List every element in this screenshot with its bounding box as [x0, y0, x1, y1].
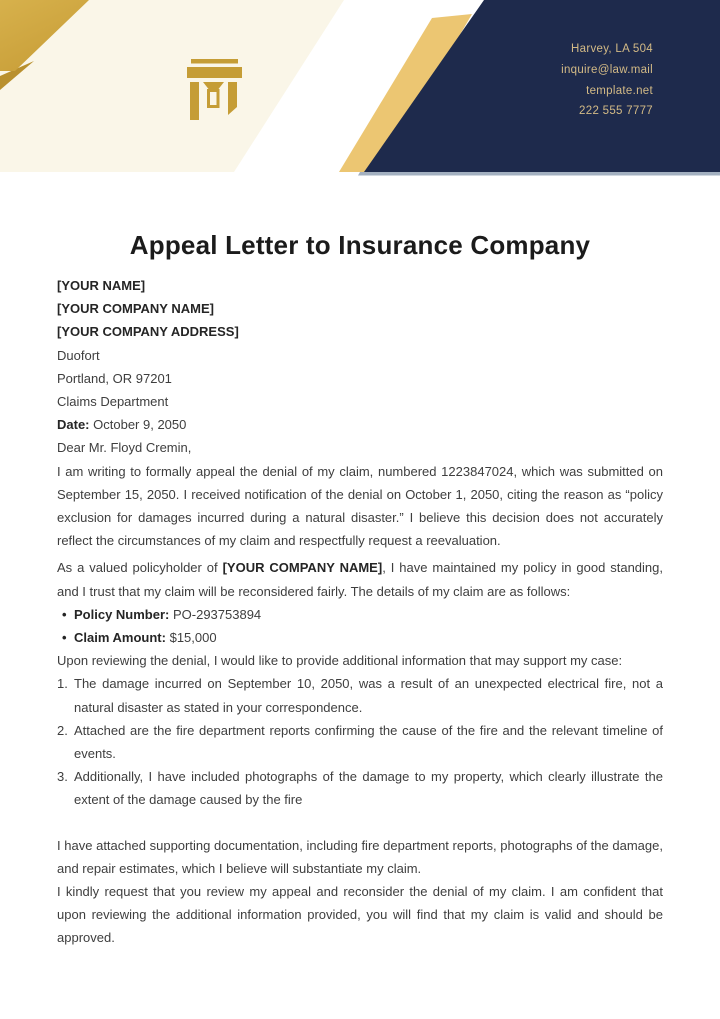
placeholder-company-address: [YOUR COMPANY ADDRESS] [57, 324, 239, 340]
policy-number-line [74, 603, 261, 626]
bullet-marker: • [62, 606, 67, 622]
claim-details-list [57, 603, 663, 649]
list-item [57, 603, 663, 626]
list-number: 2. [57, 722, 68, 738]
contact-phone: 222 555 7777 [579, 105, 653, 118]
date-value: October 9, 2050 [93, 417, 187, 433]
policy-number-label: Policy Number: [74, 606, 170, 622]
paragraph-policyholder-placeholder: [YOUR COMPANY NAME] [222, 560, 383, 576]
list-item [57, 626, 663, 649]
numbered-point-text: The damage incurred on September 10, 2050, was a result of an unexpected electrical fire, not a natural disaster as stated in your correspondence. [74, 676, 663, 715]
claim-amount-label: Claim Amount: [74, 630, 166, 646]
list-number: 1. [57, 676, 68, 692]
letter-body [0, 230, 720, 950]
list-item [57, 719, 663, 765]
recipient-block [57, 274, 663, 460]
contact-address: Harvey, LA 504 [571, 43, 653, 55]
list-number: 3. [57, 769, 68, 785]
paragraph-appeal-intro: I am writing to formally appeal the denial of my claim, numbered 1223847024, which was submitted on September 15, 2050. I received notification of the denial on October 1, 2050, citing the reason as “policy exclusion for damages incurred during a natural disaster.” I believe this decision does not accurately reflect the circumstances of my claim and respectfully request a reevaluation. [57, 463, 663, 549]
placeholder-your-name: [YOUR NAME] [57, 278, 146, 293]
numbered-points-list [57, 672, 663, 811]
date-label: Date: [57, 417, 90, 433]
policy-number-value: PO-293753894 [172, 606, 262, 622]
pillar-logo-icon [187, 59, 242, 120]
page-title: Appeal Letter to Insurance Company [129, 230, 591, 260]
contact-email: inquire@law.mail [561, 63, 653, 76]
list-item [57, 672, 663, 718]
claim-amount-value: $15,000 [169, 630, 217, 646]
contact-info [561, 39, 653, 122]
numbered-point-text: Attached are the fire department reports confirming the cause of the fire and the relevant timeline of events. [74, 722, 663, 762]
navy-panel-shadow [358, 172, 720, 176]
paragraph-additional-info: Upon reviewing the denial, I would like to provide additional information that may support my case: [57, 653, 623, 669]
recipient-department: Claims Department [57, 394, 169, 410]
list-item [57, 765, 663, 811]
paragraph-request-review: I kindly request that you review my appeal and reconsider the denial of my claim. I am confident that upon reviewing the additional information provided, you will find that my claim is valid and should be approved. [57, 884, 663, 946]
recipient-city: Duofort [57, 347, 100, 363]
recipient-state-zip: Portland, OR 97201 [57, 370, 172, 386]
paragraph-documentation: I have attached supporting documentation, including fire department reports, photographs of the damage, and repair estimates, which I believe will substantiate my claim. [57, 837, 663, 876]
paragraph-policyholder-post: , I have maintained my policy in good standing, and I trust that my claim will be reconsidered fairly. The details of my claim are as follows: [57, 560, 663, 599]
bullet-marker: • [62, 630, 67, 646]
placeholder-company-name: [YOUR COMPANY NAME] [57, 301, 214, 317]
paragraph-policyholder-pre: As a valued policyholder of [57, 560, 223, 576]
date-line [57, 413, 663, 436]
salutation: Dear Mr. Floyd Cremin, [57, 440, 192, 456]
paragraph-policyholder [57, 556, 663, 602]
claim-amount-line [74, 626, 217, 649]
letterhead [0, 0, 720, 178]
contact-website: template.net [586, 84, 653, 97]
numbered-point-text: Additionally, I have included photographs of the damage to my property, which clearly illustrate the extent of the damage caused by the fire [74, 769, 663, 808]
